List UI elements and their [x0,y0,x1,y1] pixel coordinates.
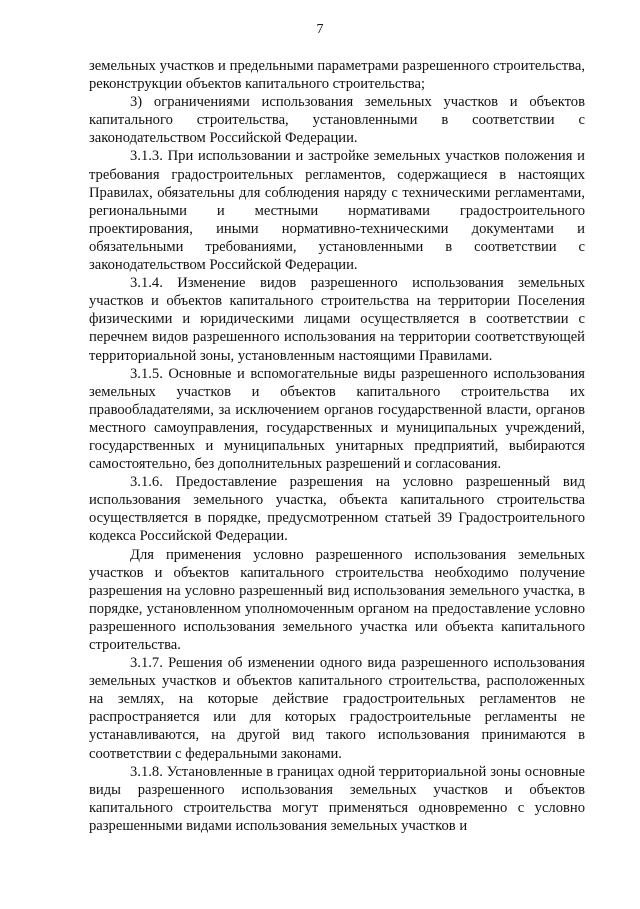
paragraph-clause-3-1-7: 3.1.7. Решения об изменении одного вида разрешенного использования земельных участков и объектов капитального строительства, расположенных на землях, на которые действие градостроительных регламентов не распространяется или для которых градостроительные регламенты не устанавливаются, на другой вид такого использования принимаются в соответствии с федеральными законами. [89,655,585,762]
page-number: 7 [316,22,324,37]
paragraph-item-3: 3) ограничениями использования земельных участков и объектов капитального строительства, установленными в соответствии с законодательством Российской Федерации. [89,94,585,147]
document-body [89,57,585,835]
paragraph-clause-3-1-6: 3.1.6. Предоставление разрешения на условно разрешенный вид использования земельного участка, объекта капитального строительства осуществляется в порядке, предусмотренном статьей 39 Градостроительного кодекса Российской Федерации. [89,474,585,545]
paragraph-clause-3-1-5: 3.1.5. Основные и вспомогательные виды разрешенного использования земельных участков и объектов капитального строительства их правообладателями, за исключением органов государственной власти, органов местного самоуправления, государственных и муниципальных учреждений, государственных и муниципальных унитарных предприятий, выбираются самостоятельно, без дополнительных разрешений и согласования. [89,365,585,473]
paragraph-clause-3-1-4: 3.1.4. Изменение видов разрешенного использования земельных участков и объектов капитального строительства на территории Поселения физическими и юридическими лицами осуществляется в соответствии с перечнем видов разрешенного использования на территории соответствующей территориальной зоны, установленным настоящими Правилами. [89,275,585,364]
paragraph-continuation: земельных участков и предельными параметрами разрешенного строительства, реконструкции объектов капитального строительства; [89,58,585,93]
paragraph-clause-3-1-3: 3.1.3. При использовании и застройке земельных участков положения и требования градостроительных регламентов, содержащиеся в настоящих Правилах, обязательны для соблюдения наряду с техническими регламентами, региональными и местными нормативами градостроительного проектирования, иными нормативно-техническими документами и обязательными требованиями, установленными в соответствии с законодательством Российской Федерации. [89,148,585,274]
paragraph-clause-3-1-6-conditional-use: Для применения условно разрешенного использования земельных участков и объектов капитального строительства необходимо получение разрешения на условно разрешенный вид использования земельного участка, в порядке, установленном уполномоченным органом на предоставление условно разрешенного использования земельного участка или объекта капитального строительства. [89,546,585,653]
paragraph-clause-3-1-8: 3.1.8. Установленные в границах одной территориальной зоны основные виды разрешенного использования земельных участков и объектов капитального строительства могут применяться одновременно с условно разрешенными видами использования земельных участков и [89,763,585,834]
